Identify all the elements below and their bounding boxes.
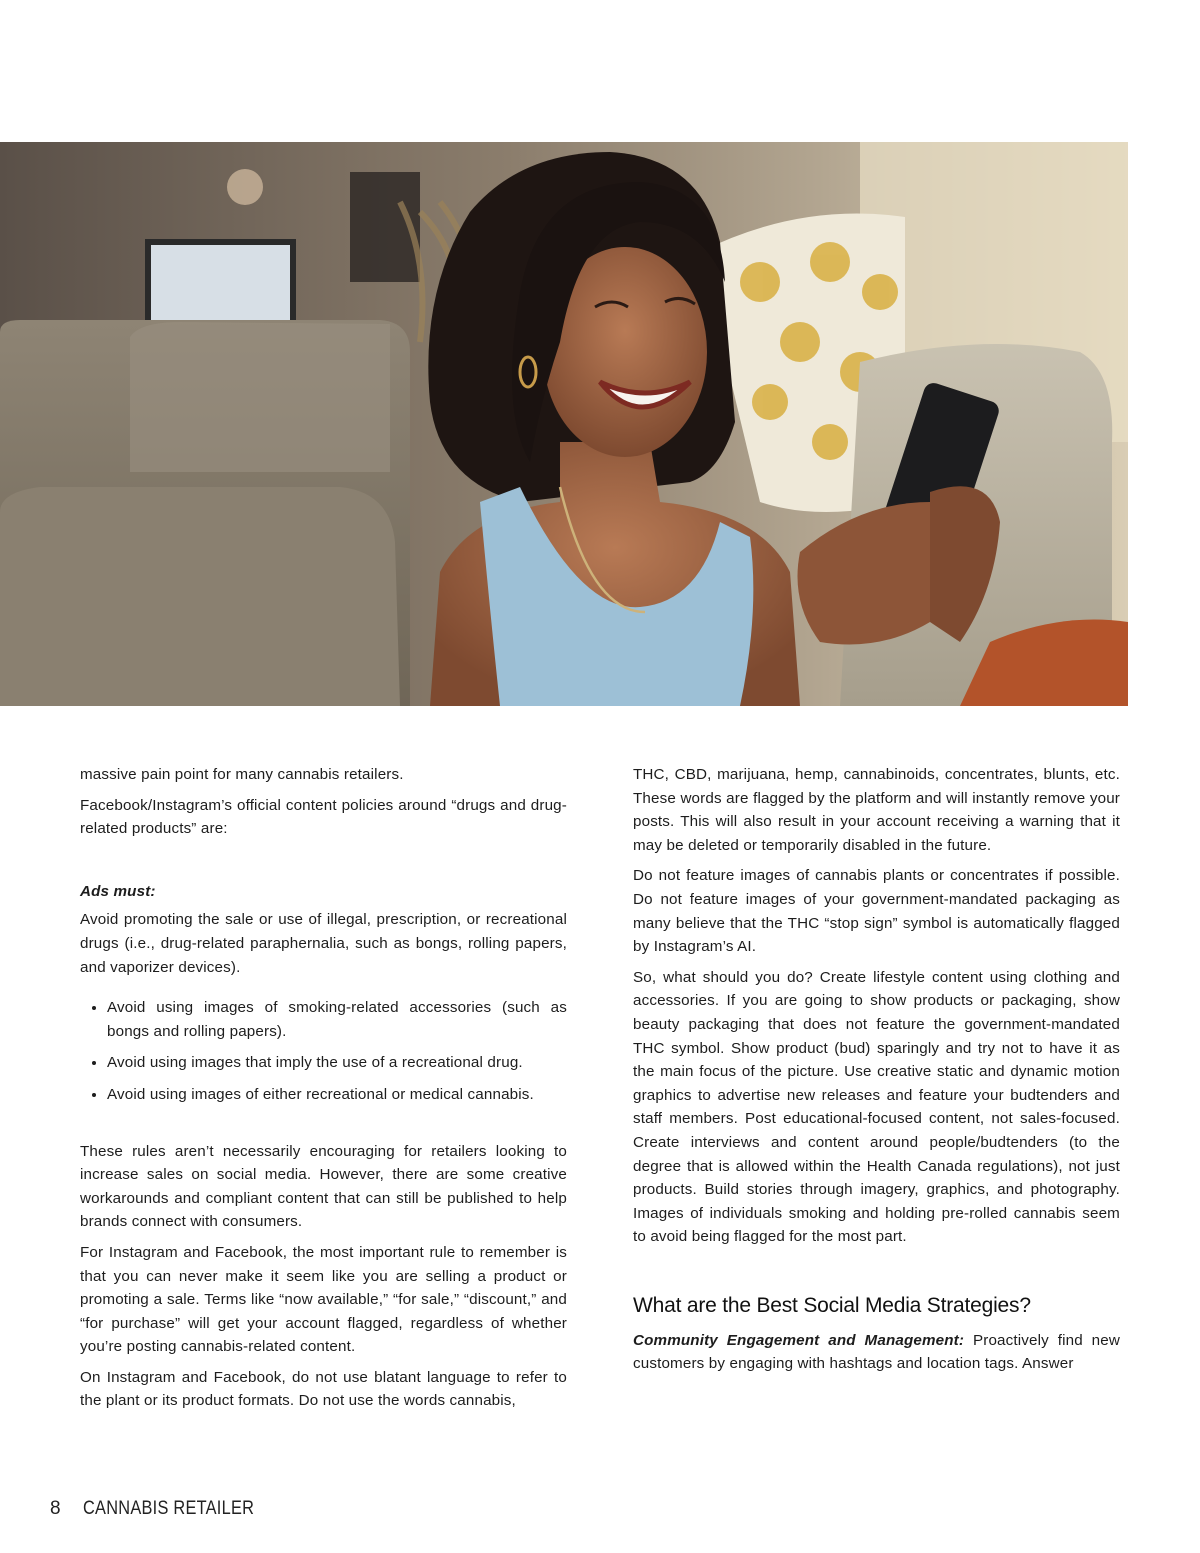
woman-with-phone-illustration	[0, 142, 1128, 706]
page-footer	[50, 1498, 282, 1520]
paragraph-text: Proactively find new customers by engaging with hashtags and location tags. Answer	[633, 1331, 1120, 1373]
paragraph: These rules aren’t necessarily encouraging for retailers looking to increase sales on social media. However, there are some creative workarounds and compliant content that can still be published to help brands connect with consumers.	[80, 1142, 567, 1231]
ads-must-heading: Ads must:	[80, 882, 156, 900]
list-item: • Avoid using images of smoking-related accessories (such as bongs and rolling papers).	[107, 996, 567, 1043]
paragraph-lead: Community Engagement and Management:	[633, 1331, 965, 1349]
paragraph: For Instagram and Facebook, the most important rule to remember is that you can never make it seem like you are selling a product or promoting a sale. Terms like “now available,” “for sale,” “discount,” and “for purchase” will get your account flagged, regardless of whether you’re posting cannabis-related content.	[80, 1243, 567, 1356]
left-column	[80, 763, 567, 1420]
bullet-list	[80, 996, 567, 1106]
paragraph: Facebook/Instagram’s official content policies around “drugs and drug-related products” are:	[80, 796, 567, 838]
page-number: 8	[50, 1498, 61, 1519]
list-item: • Avoid using images that imply the use of a recreational drug.	[107, 1051, 567, 1075]
paragraph: THC, CBD, marijuana, hemp, cannabinoids, concentrates, blunts, etc. These words are flagged by the platform and will instantly remove your posts. This will also result in your account receiving a warning that it may be deleted or temporarily disabled in the future.	[633, 766, 1120, 854]
hero-photo	[0, 142, 1128, 706]
list-item: • Avoid using images of either recreational or medical cannabis.	[107, 1083, 567, 1107]
paragraph	[633, 1329, 1120, 1376]
paragraph: massive pain point for many cannabis retailers.	[80, 766, 404, 783]
paragraph: Do not feature images of cannabis plants or concentrates if possible. Do not feature images of your government-mandated packaging as many believe that the THC “stop sign” symbol is automatically flagged by Instagram’s AI.	[633, 867, 1120, 956]
right-column	[633, 763, 1120, 1383]
paragraph: So, what should you do? Create lifestyle content using clothing and accessories. If you are going to show products or packaging, show beauty packaging that does not feature the government-mandated THC symbol. Show product (bud) sparingly and try not to have it as the main focus of the picture. Use creative static and dynamic motion graphics to advertise new releases and feature your budtenders and staff members. Post educational-focused content, not sales-focused. Create interviews and content around people/budtenders (to the degree that is allowed within the Health Canada regulations), not just products. Build stories through imagery, graphics, and photography. Images of individuals smoking and holding pre-rolled cannabis seem to avoid being flagged for the most part.	[633, 968, 1120, 1246]
paragraph: Avoid promoting the sale or use of illegal, prescription, or recreational drugs (i.e., drug-related paraphernalia, such as bongs, rolling papers, and vaporizer devices).	[80, 911, 567, 976]
publication-name: CANNABIS RETAILER	[82, 1498, 255, 1519]
section-heading: What are the Best Social Media Strategies?	[633, 1293, 1031, 1317]
paragraph: On Instagram and Facebook, do not use blatant language to refer to the plant or its product formats. Do not use the words cannabis,	[80, 1368, 567, 1410]
